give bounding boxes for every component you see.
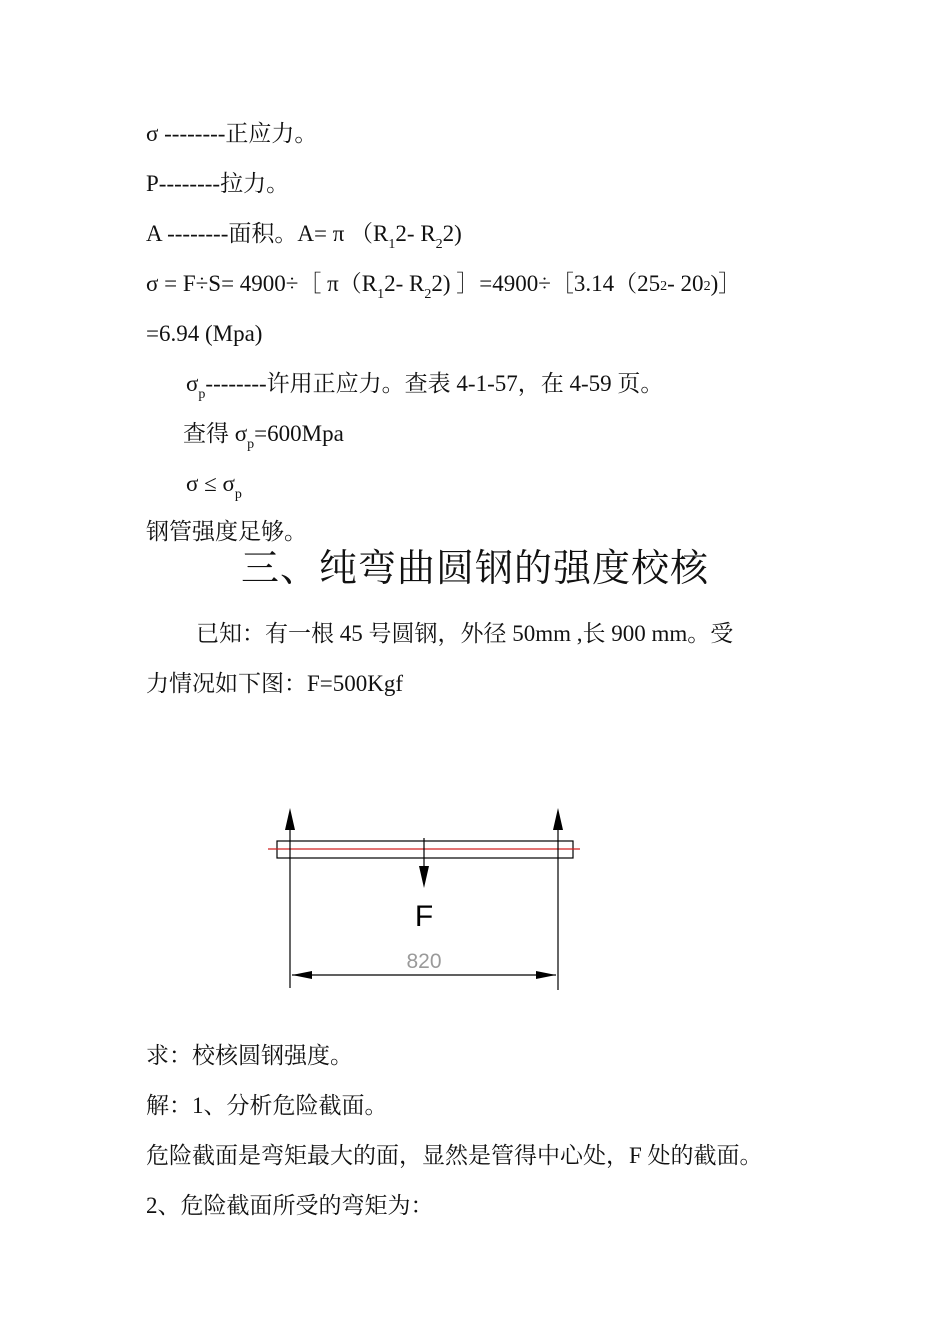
- text: 已知：有一根 45 号圆钢，外径 50mm ,长 900 mm。受: [196, 621, 734, 646]
- solution-step-2: [146, 1192, 434, 1220]
- text: σ --------正应力。: [146, 121, 318, 146]
- text: 求：校核圆钢强度。: [146, 1043, 353, 1068]
- force-arrowhead: [419, 866, 429, 888]
- text: - 20: [667, 271, 704, 296]
- critical-section-explanation: [146, 1142, 763, 1170]
- dimension-arrow-left: [292, 971, 312, 979]
- subscript: p: [198, 387, 206, 402]
- left-reaction-arrowhead: [285, 808, 295, 830]
- text: A --------面积。A= π （R: [146, 221, 389, 246]
- text: 2- R: [384, 271, 425, 296]
- text: 危险截面是弯矩最大的面，显然是管得中心处，F 处的截面。: [146, 1143, 763, 1168]
- text: 2) ］=4900÷［3.14（25: [431, 271, 661, 296]
- text: 2): [442, 221, 462, 246]
- text: =6.94 (Mpa): [146, 321, 263, 346]
- text: 2、危险截面所受的弯矩为：: [146, 1193, 434, 1218]
- dimension-arrow-right: [536, 971, 556, 979]
- question: [146, 1042, 353, 1070]
- subscript: 1: [388, 237, 396, 252]
- dimension-label: 820: [406, 950, 442, 973]
- text: 解：1、分析危险截面。: [146, 1093, 388, 1118]
- text: 力情况如下图：F=500Kgf: [146, 671, 404, 696]
- subscript: 1: [377, 287, 385, 302]
- text: 2- R: [395, 221, 436, 246]
- text: σ: [186, 371, 199, 396]
- text: σ = F÷S= 4900÷［ π（R: [146, 271, 378, 296]
- force-label: F: [414, 900, 434, 933]
- text: σ ≤ σ: [186, 471, 235, 496]
- text: =600Mpa: [254, 421, 344, 446]
- subscript: 2: [435, 237, 443, 252]
- text: 钢管强度足够。: [146, 519, 307, 544]
- text: P--------拉力。: [146, 171, 290, 196]
- text: )］: [710, 271, 742, 296]
- text: 查得 σ: [183, 421, 248, 446]
- subscript: 2: [424, 287, 432, 302]
- right-reaction-arrowhead: [553, 808, 563, 830]
- superscript: 2: [660, 279, 668, 294]
- section-heading: 三、纯弯曲圆钢的强度校核: [240, 548, 709, 590]
- superscript: 2: [703, 279, 711, 294]
- subscript: p: [234, 487, 242, 502]
- solution-step-1: [146, 1092, 388, 1120]
- text: --------许用正应力。查表 4-1-57，在 4-59 页。: [205, 371, 664, 396]
- subscript: p: [247, 437, 255, 452]
